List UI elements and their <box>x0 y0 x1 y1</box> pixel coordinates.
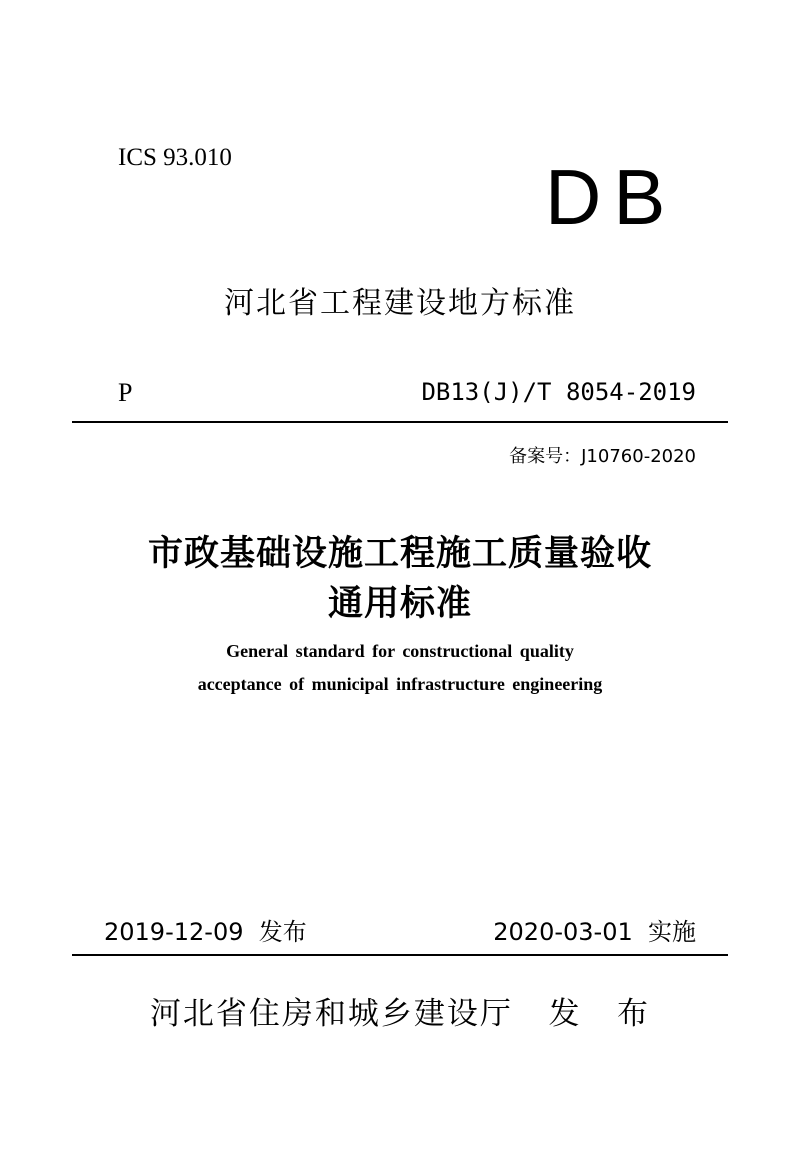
implementation-date: 2020-03-01 实施 <box>493 918 696 946</box>
bottom-divider <box>72 954 728 956</box>
db-logo: DB <box>545 153 678 241</box>
title-english-line-2: acceptance of municipal infrastructure engineering <box>197 674 603 694</box>
title-english-line-1: General standard for constructional quality <box>226 641 574 661</box>
record-number: 备案号：J10760-2020 <box>509 446 696 467</box>
title-chinese-line-2: 通用标准 <box>327 583 472 624</box>
standard-number: DB13(J)/T 8054-2019 <box>421 378 696 406</box>
ics-code: ICS 93.010 <box>118 144 232 171</box>
standard-type-heading: 河北省工程建设地方标准 <box>224 286 576 321</box>
top-divider <box>72 421 728 423</box>
title-chinese-line-1: 市政基础设施工程施工质量验收 <box>147 533 652 574</box>
category-code: P <box>118 378 133 407</box>
issue-date: 2019-12-09 发布 <box>104 918 307 946</box>
issuing-authority: 河北省住房和城乡建设厅 发 布 <box>149 996 651 1032</box>
